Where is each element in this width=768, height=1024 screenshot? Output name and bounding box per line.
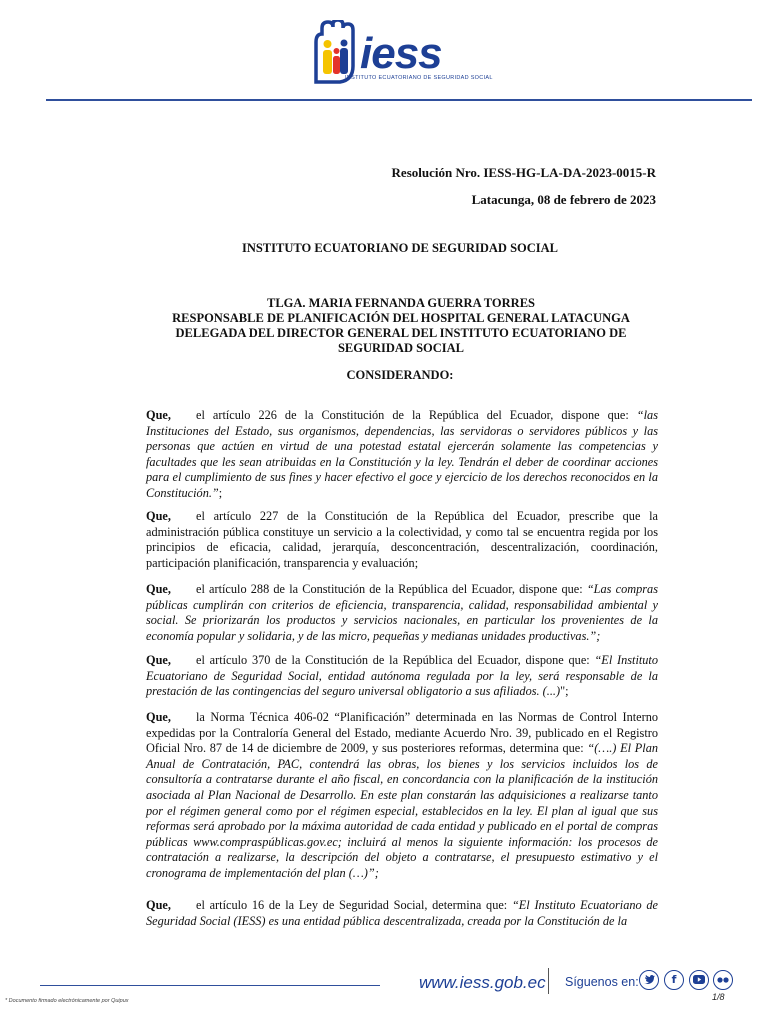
footer-separator: [548, 968, 549, 994]
considerando-paragraph: [146, 509, 658, 571]
paragraph-text: el artículo 226 de la Constitución de la República del Ecuador, dispone que:: [196, 408, 637, 422]
paragraph-tail: ";: [560, 684, 569, 699]
paragraph-text: la Norma Técnica 406-02 “Planificación” determinada en las Normas de Control Interno expedidas por la Contraloría General del Estado, mediante Acuerdo Nro. 39, publicado en el Registro Oficial Nro. 87 de 14 de diciembre de 2009, y sus posteriores reformas, determina que:: [146, 710, 658, 756]
que-label: Que,: [146, 710, 171, 724]
authority-delegation-cont: SEGURIDAD SOCIAL: [337, 341, 465, 355]
logo-subtitle: INSTITUTO ECUATORIANO DE SEGURIDAD SOCIAL: [345, 75, 493, 81]
que-label: Que,: [146, 898, 171, 912]
que-label: Que,: [146, 653, 171, 667]
page-header: [0, 0, 768, 102]
considerando-paragraph: [146, 898, 658, 929]
document-date: Latacunga, 08 de febrero de 2023: [471, 192, 656, 207]
paragraph-text: el artículo 227 de la Constitución de la República del Ecuador, prescribe que la administración pública constituye un servicio a la colectividad, y como tal se encuentra regida por los principios de eficacia, calidad, jerarquía, desconcentración, descentralización, coordinación, participación planificación, transparencia y evaluación;: [146, 509, 658, 570]
flickr-icon[interactable]: [713, 970, 733, 990]
paragraph-text: el artículo 288 de la Constitución de la República del Ecuador, dispone que:: [196, 582, 587, 596]
footer-divider: [40, 985, 380, 986]
header-divider: [46, 99, 752, 101]
authority-name: TLGA. MARIA FERNANDA GUERRA TORRES: [267, 296, 535, 310]
paragraph-quote: “Las compras públicas cumplirán con criterios de eficiencia, transparencia, calidad, responsabilidad ambiental y social. Se priorizarán los productos y servicios nacionales, en particular los provenientes de la economía popular y solidaria, y de las micro, pequeñas y medianas unidades productivas.”;: [146, 582, 658, 643]
youtube-icon[interactable]: [689, 970, 709, 990]
authority-block: [146, 296, 656, 356]
considerando-paragraph: [146, 710, 658, 882]
considerando-heading: CONSIDERANDO:: [346, 368, 454, 382]
signature-note: * Documento firmado electrónicamente por Quipux: [5, 998, 129, 1004]
paragraph-quote: “El Instituto Ecuatoriano de Seguridad Social (IESS) es una entidad pública descentralizada, creada por la Constitución de la: [146, 898, 658, 928]
paragraph-tail: ;: [218, 485, 223, 500]
que-label: Que,: [146, 408, 171, 422]
website-link[interactable]: www.iess.gob.ec: [419, 973, 546, 992]
que-label: Que,: [146, 509, 171, 523]
page-number: 1/8: [712, 992, 725, 1002]
paragraph-quote: “El Instituto Ecuatoriano de Seguridad Social, entidad autónoma regulada por la ley, será responsable de la prestación de las contingencias del seguro universal obligatorio a sus afiliados. (...): [146, 653, 658, 699]
iess-logo: [302, 20, 493, 86]
paragraph-text: el artículo 16 de la Ley de Seguridad Social, determina que:: [196, 898, 512, 912]
paragraph-quote: “las Instituciones del Estado, sus organismos, dependencias, las servidoras o servidores públicos y las personas que actúen en virtud de una potestad estatal ejercerán solamente las competencias y facultades que les sean atribuidas en la Constitución y la ley. Tendrán el deber de coordinar acciones para el cumplimiento de sus fines y hacer efectivo el goce y ejercicio de los derechos reconocidos en la Constitución.”: [146, 408, 658, 500]
paragraph-text: el artículo 370 de la Constitución de la República del Ecuador, dispone que:: [196, 653, 595, 667]
follow-us-label: Síguenos en:: [565, 975, 639, 989]
considerando-paragraph: [146, 653, 658, 700]
resolution-number: Resolución Nro. IESS-HG-LA-DA-2023-0015-R: [391, 165, 656, 180]
logo-wordmark: iess: [360, 29, 442, 78]
authority-delegation: DELEGADA DEL DIRECTOR GENERAL DEL INSTITUTO ECUATORIANO DE: [175, 326, 627, 340]
que-label: Que,: [146, 582, 171, 596]
authority-role: RESPONSABLE DE PLANIFICACIÓN DEL HOSPITAL GENERAL LATACUNGA: [172, 311, 630, 325]
facebook-icon[interactable]: f: [664, 970, 684, 990]
considerando-paragraph: [146, 582, 658, 644]
institute-heading: INSTITUTO ECUATORIANO DE SEGURIDAD SOCIAL: [241, 241, 559, 255]
considerando-paragraph: [146, 408, 658, 502]
twitter-icon[interactable]: [639, 970, 659, 990]
paragraph-quote: “(….) El Plan Anual de Contratación, PAC, contendrá las obras, los bienes y los servicios incluidos los de consultoría a contratarse durante el año fiscal, en concordancia con la planificación de la institución asociada al Plan Nacional de Desarrollo. En este plan constarán las adquisiciones a realizarse tanto por el régimen general como por el régimen especial, establecidos en la ley. El plan al igual que sus reformas será aprobado por la máxima autoridad de cada entidad y publicado en el portal de compras públicas www.compraspúblicas.gov.ec; incluirá al menos la siguiente información: los procesos de contratación a realizarse, la descripción del objeto a contratarse, el presupuesto estimativo y el cronograma de implementación del plan (…)”;: [146, 741, 658, 880]
